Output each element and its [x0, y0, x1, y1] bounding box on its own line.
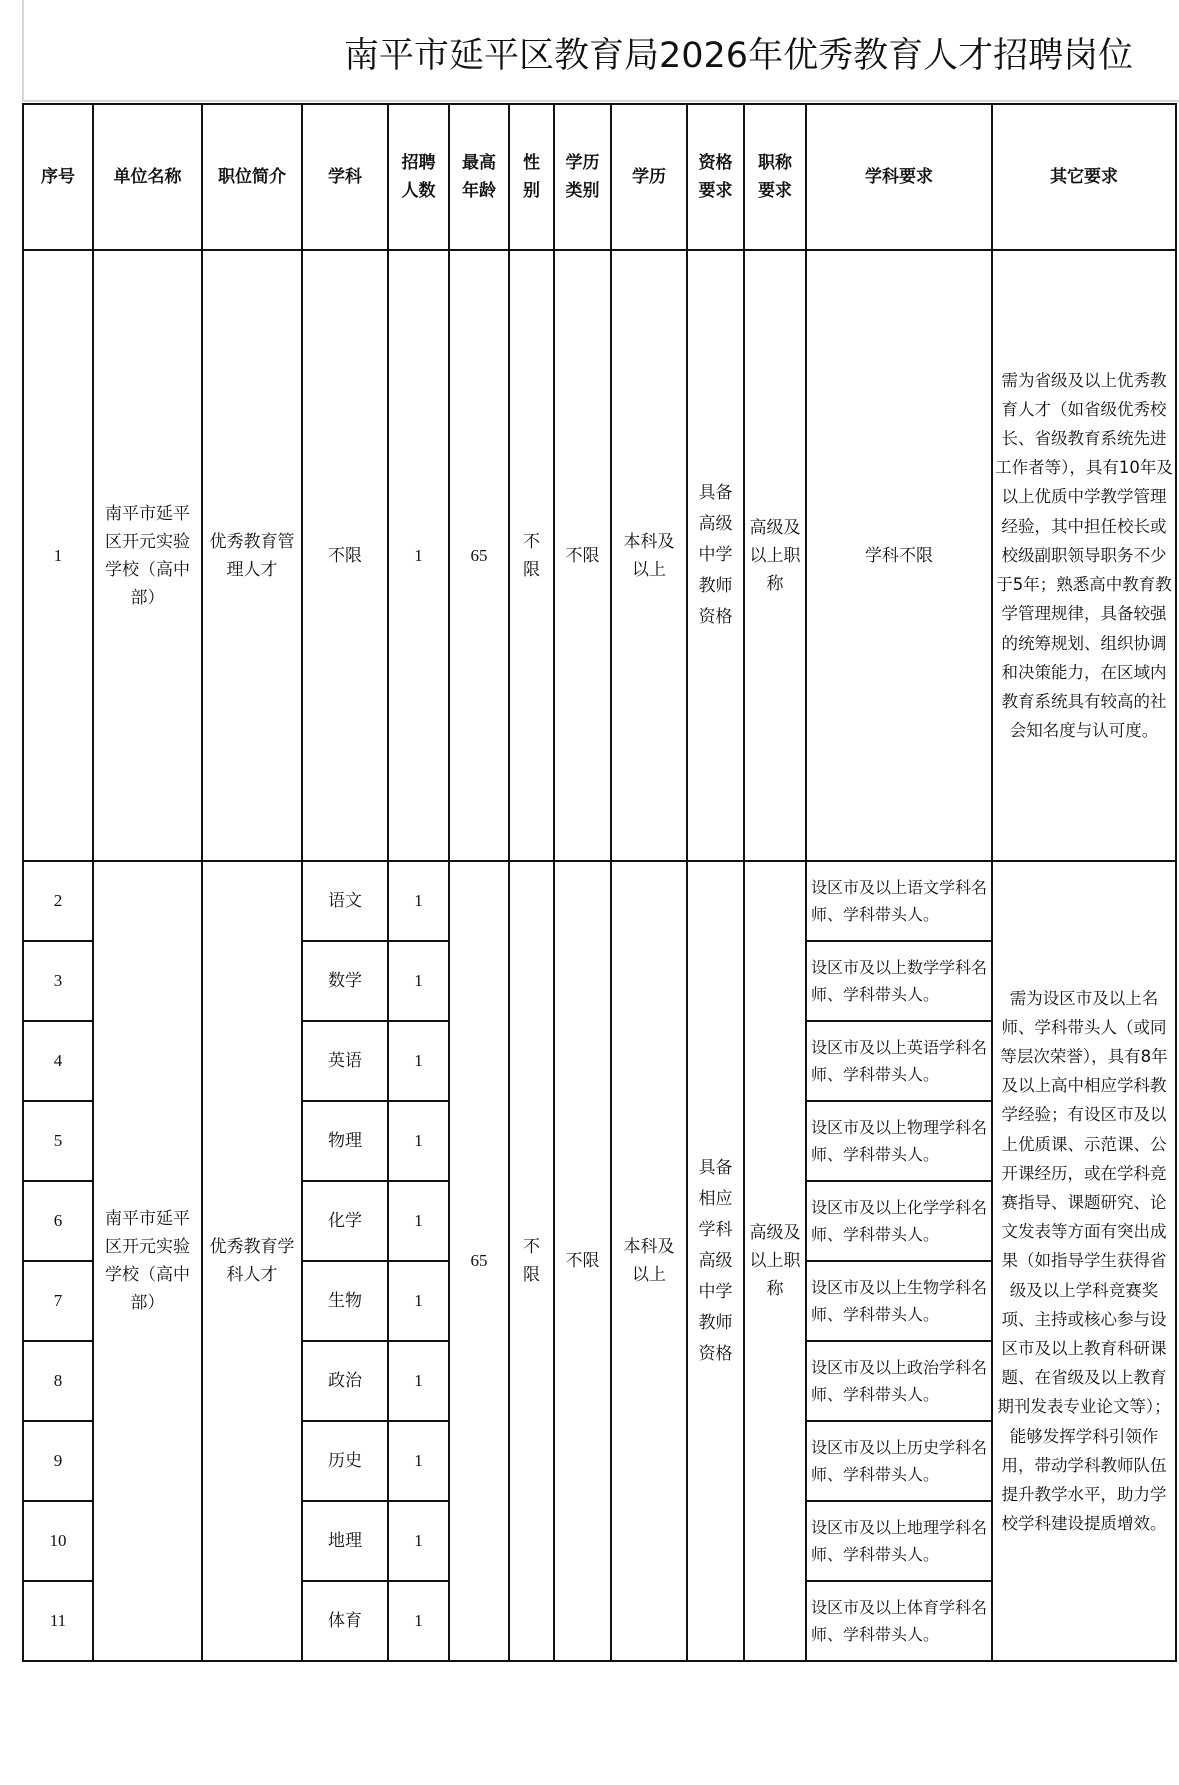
header-unit: 单位名称 — [93, 104, 202, 250]
title-box — [22, 0, 1179, 102]
cell-other-req: 需为省级及以上优秀教育人才（如省级优秀校长、省级教育系统先进工作者等），具有10年及以上优质中学教学管理经验，其中担任校长或校级副职领导职务不少于5年；熟悉高中教育教学管理规律，具备较强的统筹规划、组织协调和决策能力，在区域内教育系统具有较高的社会知名度与认可度。 — [992, 250, 1176, 861]
recruitment-table — [22, 103, 1177, 1662]
cell-subject-req: 设区市及以上英语学科名师、学科带头人。 — [806, 1021, 992, 1101]
header-subject: 学科 — [302, 104, 388, 250]
cell-no: 7 — [23, 1261, 93, 1341]
cell-other-req: 需为设区市及以上名师、学科带头人（或同等层次荣誉），具有8年及以上高中相应学科教学经验；有设区市及以上优质课、示范课、公开课经历，或在学科竞赛指导、课题研究、论文发表等方面有突出成果（如指导学生获得省级及以上学科竞赛奖项、主持或核心参与设区市及以上教育科研课题、在省级及以上教育期刊发表专业论文等）；能够发挥学科引领作用，带动学科教师队伍提升教学水平，助力学校学科建设提质增效。 — [992, 861, 1176, 1661]
cell-education: 本科及以上 — [611, 861, 687, 1661]
cell-position: 优秀教育学科人才 — [202, 861, 302, 1661]
cell-count: 1 — [388, 1021, 449, 1101]
cell-subject: 物理 — [302, 1101, 388, 1181]
header-position: 职位简介 — [202, 104, 302, 250]
cell-subject-req: 设区市及以上政治学科名师、学科带头人。 — [806, 1341, 992, 1421]
header-qualification: 资格 要求 — [687, 104, 744, 250]
cell-subject: 数学 — [302, 941, 388, 1021]
cell-subject: 语文 — [302, 861, 388, 941]
cell-count: 1 — [388, 1341, 449, 1421]
cell-no: 3 — [23, 941, 93, 1021]
cell-no: 1 — [23, 250, 93, 861]
cell-edu-type: 不限 — [554, 861, 611, 1661]
cell-count: 1 — [388, 1181, 449, 1261]
cell-subject: 英语 — [302, 1021, 388, 1101]
header-max-age: 最高 年龄 — [449, 104, 509, 250]
cell-edu-type: 不限 — [554, 250, 611, 861]
cell-count: 1 — [388, 1501, 449, 1581]
cell-position: 优秀教育管理人才 — [202, 250, 302, 861]
cell-subject: 体育 — [302, 1581, 388, 1661]
cell-max-age: 65 — [449, 250, 509, 861]
cell-no: 8 — [23, 1341, 93, 1421]
table-row — [23, 861, 1176, 941]
header-subject-req: 学科要求 — [806, 104, 992, 250]
cell-subject-req: 设区市及以上物理学科名师、学科带头人。 — [806, 1101, 992, 1181]
cell-subject-req: 设区市及以上生物学科名师、学科带头人。 — [806, 1261, 992, 1341]
cell-subject-req: 设区市及以上体育学科名师、学科带头人。 — [806, 1581, 992, 1661]
cell-count: 1 — [388, 941, 449, 1021]
table-row — [23, 250, 1176, 861]
cell-qualification: 具备高级中学教师资格 — [687, 250, 744, 861]
cell-subject: 历史 — [302, 1421, 388, 1501]
cell-count: 1 — [388, 1581, 449, 1661]
cell-subject-req: 学科不限 — [806, 250, 992, 861]
cell-qualification: 具备相应学科高级中学教师资格 — [687, 861, 744, 1661]
cell-education: 本科及以上 — [611, 250, 687, 861]
cell-count: 1 — [388, 1421, 449, 1501]
header-hire-count: 招聘 人数 — [388, 104, 449, 250]
cell-max-age: 65 — [449, 861, 509, 1661]
cell-subject-req: 设区市及以上语文学科名师、学科带头人。 — [806, 861, 992, 941]
cell-subject: 化学 — [302, 1181, 388, 1261]
cell-gender: 不限 — [509, 861, 554, 1661]
header-edu-type: 学历 类别 — [554, 104, 611, 250]
header-other-req: 其它要求 — [992, 104, 1176, 250]
cell-unit: 南平市延平区开元实验学校（高中部） — [93, 861, 202, 1661]
cell-subject-req: 设区市及以上化学学科名师、学科带头人。 — [806, 1181, 992, 1261]
cell-subject-req: 设区市及以上数学学科名师、学科带头人。 — [806, 941, 992, 1021]
cell-no: 9 — [23, 1421, 93, 1501]
cell-subject: 政治 — [302, 1341, 388, 1421]
cell-subject-req: 设区市及以上地理学科名师、学科带头人。 — [806, 1501, 992, 1581]
document-title: 南平市延平区教育局2026年优秀教育人才招聘岗位 — [344, 36, 1134, 76]
header-gender: 性 别 — [509, 104, 554, 250]
cell-count: 1 — [388, 861, 449, 941]
cell-count: 1 — [388, 250, 449, 861]
cell-no: 4 — [23, 1021, 93, 1101]
cell-subject-req: 设区市及以上历史学科名师、学科带头人。 — [806, 1421, 992, 1501]
cell-no: 2 — [23, 861, 93, 941]
cell-no: 11 — [23, 1581, 93, 1661]
cell-no: 5 — [23, 1101, 93, 1181]
cell-no: 10 — [23, 1501, 93, 1581]
cell-no: 6 — [23, 1181, 93, 1261]
cell-title-req: 高级及以上职称 — [744, 861, 806, 1661]
header-no: 序号 — [23, 104, 93, 250]
cell-count: 1 — [388, 1261, 449, 1341]
cell-subject: 不限 — [302, 250, 388, 861]
cell-subject: 生物 — [302, 1261, 388, 1341]
header-education: 学历 — [611, 104, 687, 250]
cell-count: 1 — [388, 1101, 449, 1181]
cell-gender: 不限 — [509, 250, 554, 861]
header-row — [23, 104, 1176, 250]
header-title-req: 职称 要求 — [744, 104, 806, 250]
cell-subject: 地理 — [302, 1501, 388, 1581]
cell-title-req: 高级及以上职称 — [744, 250, 806, 861]
cell-unit: 南平市延平区开元实验学校（高中部） — [93, 250, 202, 861]
